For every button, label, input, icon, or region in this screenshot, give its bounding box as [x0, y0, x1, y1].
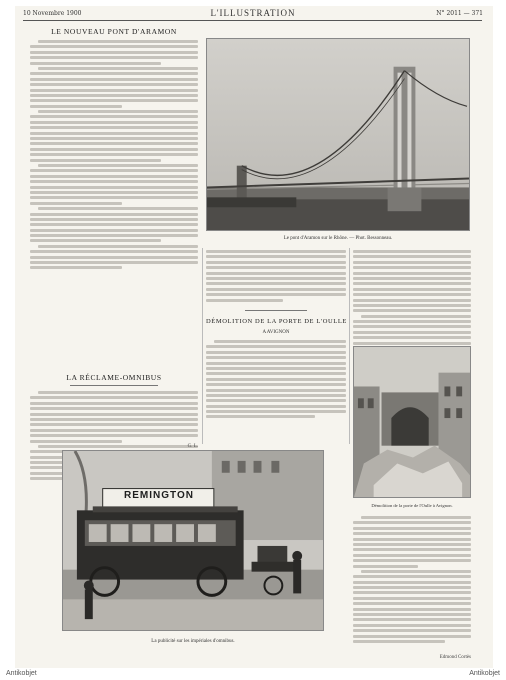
header-publication: L'ILLUSTRATION: [210, 8, 296, 18]
column-separator: [202, 248, 203, 444]
caption-omnibus: La publicité sur les impériales d'omnibus.: [151, 639, 235, 644]
article-divider: [70, 385, 158, 386]
article-body-right-column-continued: [353, 516, 471, 645]
article-signature: G. L.: [187, 444, 198, 449]
photo-porte-oulle: [353, 346, 471, 498]
column-separator: [349, 248, 350, 444]
article-body-middle-column: [206, 250, 346, 304]
photo-pont-aramon: [206, 38, 470, 231]
watermark-right: Antikobjet: [469, 670, 500, 677]
caption-bridge: Le pont d'Aramon sur le Rhône. — Phot. Bessonneau.: [283, 236, 393, 241]
omnibus-illustration: [63, 451, 323, 630]
bridge-illustration: [207, 39, 469, 230]
header-issue-number: N° 2011 — 371: [436, 10, 483, 17]
watermark-strip: [0, 670, 506, 680]
photo-omnibus: [62, 450, 324, 631]
header-rule: [23, 20, 482, 21]
article-divider: [245, 310, 307, 311]
caption-gate: Démolition de la porte de l'Oulle à Avignon.: [371, 503, 453, 508]
gate-demolition-illustration: [354, 347, 470, 497]
article-title-pont-aramon: LE NOUVEAU PONT D'ARAMON: [51, 27, 177, 36]
header-date: 10 Novembre 1900: [23, 10, 82, 17]
article-subtitle-porte-oulle: A AVIGNON: [262, 330, 290, 335]
article-body-right-column: [353, 250, 471, 352]
article-body-pont-aramon: [30, 40, 198, 272]
article-title-reclame-omnibus: LA RÉCLAME-OMNIBUS: [66, 373, 162, 382]
article-title-porte-oulle: DÉMOLITION DE LA PORTE DE L'OULLE: [206, 318, 347, 325]
article-author: Edmond Cortès: [439, 655, 471, 660]
article-body-porte-oulle: [206, 340, 346, 421]
omnibus-advertising-sign: REMINGTON: [124, 490, 194, 501]
watermark-left: Antikobjet: [6, 670, 37, 677]
